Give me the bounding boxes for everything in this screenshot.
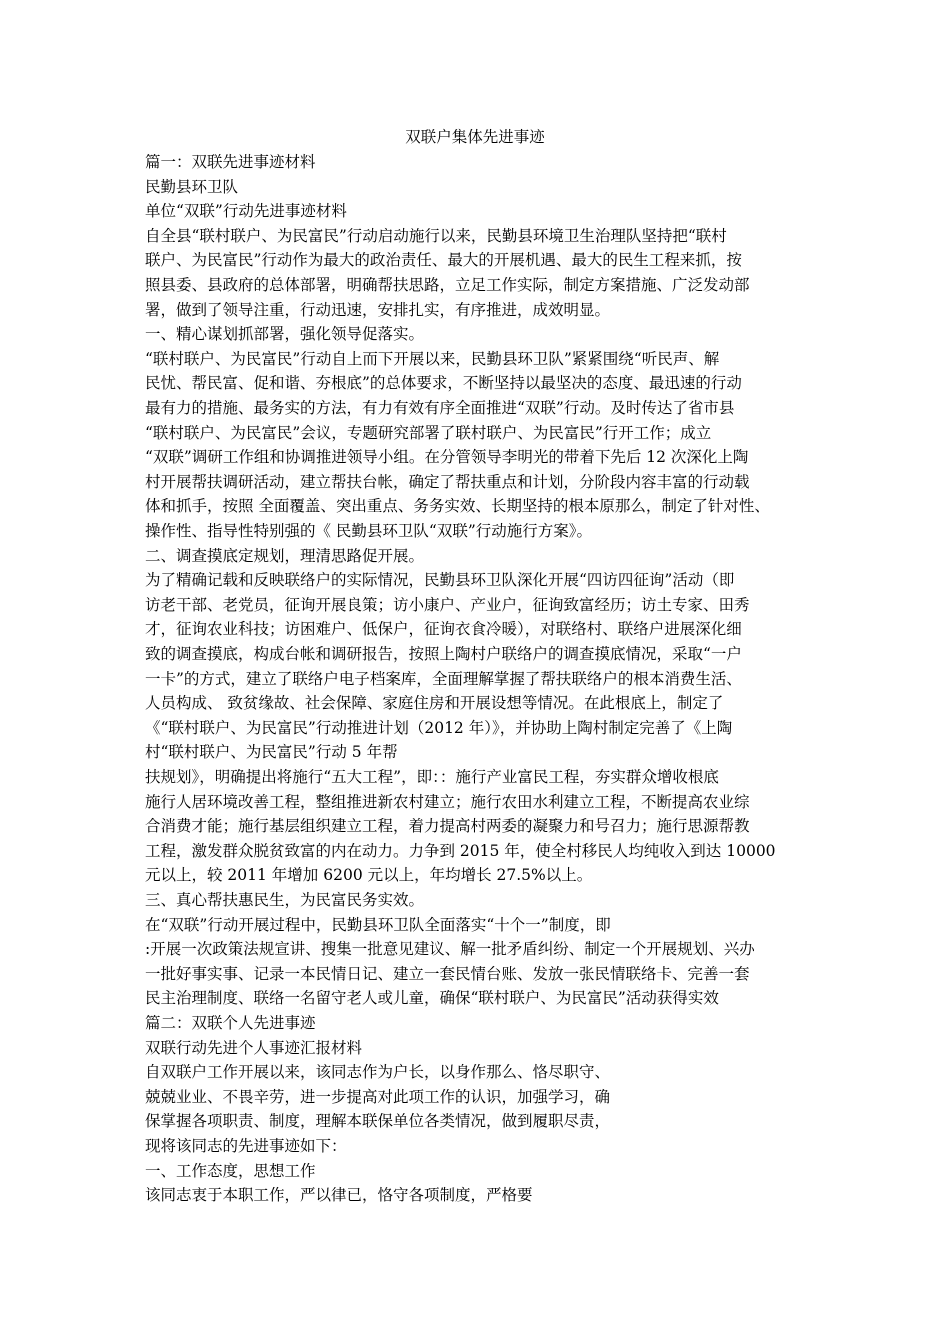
text-line: 村“联村联户、为民富民”行动 5 年帮 bbox=[145, 743, 398, 762]
text-line: :开展一次政策法规宣讲、搜集一批意见建议、解一批矛盾纠纷、制定一个开展规划、兴办 bbox=[145, 940, 755, 959]
text-line: 一、精心谋划抓部署，强化领导促落实。 bbox=[145, 325, 425, 344]
text-line: 为了精确记载和反映联络户的实际情况，民勤县环卫队深化开展“四访四征询”活动（即 bbox=[145, 571, 735, 590]
text-line: “联村联户、为民富民”行动自上而下开展以来，民勤县环卫队”紧紧围绕“听民声、解 bbox=[145, 349, 720, 368]
text-line: 工程，激发群众脱贫致富的内在动力。力争到 2015 年，使全村移民人均纯收入到达 10000 bbox=[145, 841, 776, 860]
text-line: 一、工作态度，思想工作 bbox=[145, 1161, 316, 1180]
text-line: 署，做到了领导注重，行动迅速，安排扎实，有序推进，成效明显。 bbox=[145, 300, 611, 319]
text-line: 访老干部、老党员，征询开展良策；访小康户、产业户，征询致富经历；访土专家、田秀 bbox=[145, 595, 750, 614]
text-line: 三、真心帮扶惠民生，为民富民务实效。 bbox=[145, 891, 425, 909]
text-line: 民主治理制度、联络一名留守老人或儿童，确保“联村联户、为民富民”活动获得实效 bbox=[145, 989, 719, 1008]
text-line: 致的调查摸底，构成台帐和调研报告，按照上陶村户联络户的调查摸底情况，采取“一户 bbox=[145, 645, 742, 663]
text-line: 双联行动先进个人事迹汇报材料 bbox=[145, 1038, 363, 1057]
text-line: 该同志衷于本职工作，严以律已，恪守各项制度，严格要 bbox=[145, 1186, 533, 1205]
document-title: 双联户集体先进事迹 bbox=[405, 128, 545, 146]
text-line: 保掌握各项职责、制度，理解本联保单位各类情况，做到履职尽责， bbox=[145, 1112, 611, 1131]
text-line: 二、调查摸底定规划，理清思路促开展。 bbox=[145, 546, 425, 565]
text-line: “双联”调研工作组和协调推进领导小组。在分管领导李明光的带着下先后 12 次深化上陶 bbox=[145, 448, 749, 467]
text-line: 扶规划》，明确提出将施行“五大工程”，即：：施行产业富民工程，夯实群众增收根底 bbox=[145, 768, 719, 786]
text-line: 在“双联”行动开展过程中，民勤县环卫队全面落实“十个一”制度，即 bbox=[145, 915, 611, 934]
text-line: 篇二：双联个人先进事迹 bbox=[145, 1014, 316, 1032]
text-line: 篇一：双联先进事迹材料 bbox=[145, 153, 316, 171]
text-line: 合消费才能；施行基层组织建立工程，着力提高村两委的凝聚力和号召力；施行思源帮教 bbox=[145, 817, 750, 836]
text-line: 《“联村联户、为民富民”行动推进计划（2012 年）》，并协助上陶村制定完善了《上陶 bbox=[145, 718, 733, 737]
text-line: 兢兢业业、不畏辛劳，进一步提高对此项工作的认识，加强学习，确 bbox=[145, 1087, 611, 1106]
text-line: 民忧、帮民富、促和谐、夯根底”的总体要求，不断坚持以最坚决的态度、最迅速的行动 bbox=[145, 374, 742, 393]
text-line: 才，征询农业科技；访困难户、低保户，征询衣食冷暖），对联络村、联络户进展深化细 bbox=[145, 620, 742, 639]
text-line: 一卡”的方式，建立了联络户电子档案库，全面理解掌握了帮扶联络户的根本消费生活、 bbox=[145, 669, 742, 688]
text-line: 施行人居环境改善工程，整组推进新农村建立；施行农田水利建立工程，不断提高农业综 bbox=[145, 792, 750, 811]
text-line: 操作性、指导性特别强的《 民勤县环卫队“双联”行动施行方案》。 bbox=[145, 522, 593, 540]
text-line: 民勤县环卫队 bbox=[145, 177, 239, 196]
text-line: 自双联户工作开展以来，该同志作为户长，以身作那么、恪尽职守、 bbox=[145, 1063, 611, 1082]
text-line: 照县委、县政府的总体部署，明确帮扶思路，立足工作实际，制定方案措施、广泛发动部 bbox=[145, 276, 750, 294]
text-line: 单位“双联”行动先进事迹材料 bbox=[145, 202, 347, 221]
text-line: 一批好事实事、记录一本民情日记、建立一套民情台账、发放一张民情联络卡、完善一套 bbox=[145, 964, 750, 983]
text-line: 体和抓手，按照 全面覆盖、突出重点、务务实效、长期坚持的根本原那么，制定了针对性、 bbox=[145, 497, 770, 516]
text-line: 自全县“联村联户、为民富民”行动启动施行以来，民勤县环境卫生治理队坚持把“联村 bbox=[145, 226, 727, 245]
text-line: 元以上，较 2011 年增加 6200 元以上，年均增长 27.5%以上。 bbox=[145, 866, 593, 885]
text-line: 人员构成、 致贫缘故、社会保障、家庭住房和开展设想等情况。在此根底上，制定了 bbox=[145, 694, 724, 713]
text-line: 现将该同志的先进事迹如下： bbox=[145, 1137, 347, 1155]
text-line: 联户、为民富民”行动作为最大的政治责任、最大的开展机遇、最大的民生工程来抓，按 bbox=[145, 251, 742, 270]
text-line: 最有力的措施、最务实的方法，有力有效有序全面推进“双联”行动。及时传达了省市县 bbox=[145, 399, 735, 417]
text-line: “联村联户、为民富民”会议，专题研究部署了联村联户、为民富民”行开工作；成立 bbox=[145, 423, 712, 442]
text-line: 村开展帮扶调研活动，建立帮扶台帐，确定了帮扶重点和计划，分阶段内容丰富的行动载 bbox=[145, 472, 750, 491]
